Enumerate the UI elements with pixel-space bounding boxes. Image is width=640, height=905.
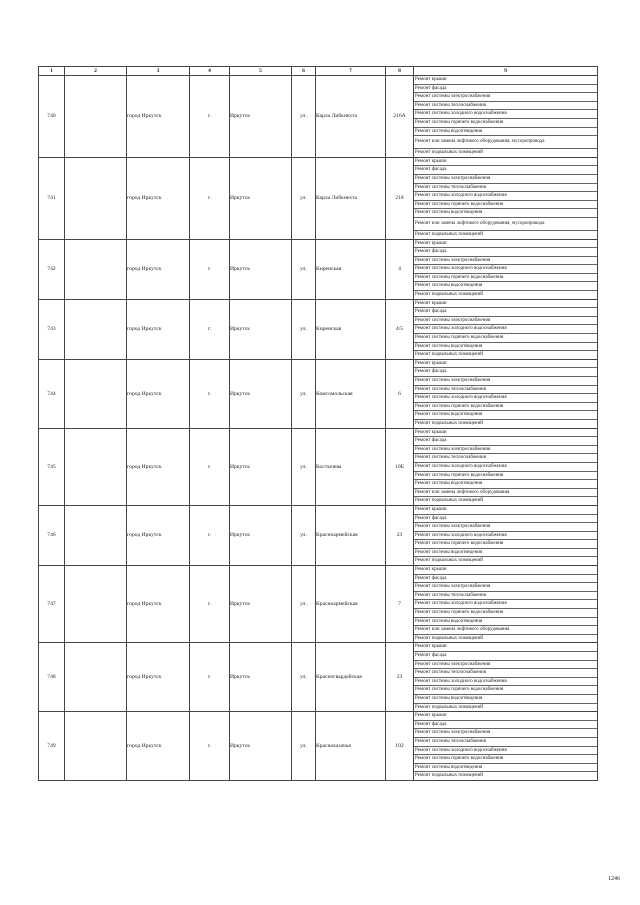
work-item: Ремонт системы горячего водоснабжения bbox=[414, 609, 597, 618]
street-type-cell: ул. bbox=[292, 239, 316, 299]
work-item: Ремонт крыши bbox=[414, 360, 597, 369]
work-item: Ремонт системы холодного водоснабжения bbox=[414, 325, 597, 334]
street-cell: Красногвардейская bbox=[316, 643, 386, 712]
work-item: Ремонт фасада bbox=[414, 437, 597, 446]
empty-cell bbox=[65, 359, 127, 428]
street-type-cell: ул. bbox=[292, 643, 316, 712]
empty-cell bbox=[65, 643, 127, 712]
row-number: 748 bbox=[39, 643, 65, 712]
row-number: 743 bbox=[39, 299, 65, 359]
city-cell: Иркутск bbox=[230, 712, 292, 781]
work-item: Ремонт фасада bbox=[414, 368, 597, 377]
row-number: 746 bbox=[39, 505, 65, 565]
street-type-cell: ул. bbox=[292, 359, 316, 428]
row-number: 745 bbox=[39, 428, 65, 505]
street-cell: Карла Либкнехта bbox=[316, 76, 386, 158]
table-row bbox=[39, 359, 598, 428]
work-item: Ремонт подвальных помещений bbox=[415, 292, 483, 298]
header-cell: 7 bbox=[316, 67, 386, 76]
works-list bbox=[414, 428, 598, 505]
row-number: 749 bbox=[39, 712, 65, 781]
work-item: Ремонт системы водоотведения bbox=[414, 411, 597, 420]
work-item: Ремонт системы водоотведения bbox=[414, 549, 597, 558]
work-item: Ремонт системы водоотведения bbox=[414, 128, 597, 137]
work-item: Ремонт системы горячего водоснабжения bbox=[414, 201, 597, 210]
work-item: Ремонт системы горячего водоснабжения bbox=[414, 755, 597, 764]
table-row bbox=[39, 299, 598, 359]
work-item: Ремонт подвальных помещений bbox=[415, 498, 483, 504]
city-cell: Иркутск bbox=[230, 505, 292, 565]
row-number: 744 bbox=[39, 359, 65, 428]
settlement-type-cell: г. bbox=[190, 712, 230, 781]
empty-cell bbox=[65, 712, 127, 781]
work-item: Ремонт системы теплоснабжения bbox=[414, 592, 597, 601]
header-cell: 9 bbox=[414, 67, 598, 76]
work-item: Ремонт системы электроснабжения bbox=[414, 175, 597, 184]
works-list bbox=[414, 157, 598, 239]
work-item: Ремонт системы горячего водоснабжения bbox=[414, 119, 597, 128]
city-cell: Иркутск bbox=[230, 239, 292, 299]
header-cell: 1 bbox=[39, 67, 65, 76]
table-row bbox=[39, 643, 598, 712]
house-cell: 23 bbox=[386, 643, 414, 712]
house-cell: 102 bbox=[386, 712, 414, 781]
header-cell: 5 bbox=[230, 67, 292, 76]
work-item: Ремонт подвальных помещений bbox=[415, 352, 483, 358]
street-type-cell: ул. bbox=[292, 299, 316, 359]
work-item: Ремонт системы водоотведения bbox=[414, 282, 597, 291]
work-item: Ремонт крыши bbox=[414, 76, 597, 85]
empty-cell bbox=[65, 157, 127, 239]
city-cell: Иркутск bbox=[230, 643, 292, 712]
works-list bbox=[414, 76, 598, 158]
header-row bbox=[39, 67, 598, 76]
street-cell: Карла Либкнехта bbox=[316, 157, 386, 239]
municipality-cell: город Иркутск bbox=[127, 239, 190, 299]
work-item: Ремонт системы электроснабжения bbox=[414, 523, 597, 532]
settlement-type-cell: г. bbox=[190, 299, 230, 359]
work-item: Ремонт системы теплоснабжения bbox=[414, 102, 597, 111]
table-row bbox=[39, 157, 598, 239]
work-item: Ремонт фасада bbox=[414, 721, 597, 730]
street-type-cell: ул. bbox=[292, 76, 316, 158]
empty-cell bbox=[65, 428, 127, 505]
settlement-type-cell: г. bbox=[190, 239, 230, 299]
work-item: Ремонт фасада bbox=[414, 652, 597, 661]
table-row bbox=[39, 505, 598, 565]
city-cell: Иркутск bbox=[230, 428, 292, 505]
row-number: 747 bbox=[39, 566, 65, 643]
city-cell: Иркутск bbox=[230, 359, 292, 428]
work-item: Ремонт подвальных помещений bbox=[415, 704, 483, 710]
work-item: Ремонт системы холодного водоснабжения bbox=[414, 747, 597, 756]
settlement-type-cell: г. bbox=[190, 428, 230, 505]
header-cell: 8 bbox=[386, 67, 414, 76]
city-cell: Иркутск bbox=[230, 299, 292, 359]
street-type-cell: ул. bbox=[292, 505, 316, 565]
work-item: Ремонт системы электроснабжения bbox=[414, 446, 597, 455]
work-item: Ремонт системы электроснабжения bbox=[414, 93, 597, 102]
settlement-type-cell: г. bbox=[190, 566, 230, 643]
header-cell: 6 bbox=[292, 67, 316, 76]
work-item: Ремонт фасада bbox=[414, 248, 597, 257]
street-cell: Красноказачья bbox=[316, 712, 386, 781]
work-item: Ремонт системы теплоснабжения bbox=[414, 184, 597, 193]
work-item: Ремонт системы горячего водоснабжения bbox=[414, 334, 597, 343]
work-item: Ремонт системы горячего водоснабжения bbox=[414, 472, 597, 481]
street-type-cell: ул. bbox=[292, 566, 316, 643]
settlement-type-cell: г. bbox=[190, 359, 230, 428]
city-cell: Иркутск bbox=[230, 566, 292, 643]
house-cell: 4 bbox=[386, 239, 414, 299]
work-item: Ремонт системы теплоснабжения bbox=[414, 386, 597, 395]
street-cell: Комсомольская bbox=[316, 359, 386, 428]
work-item: Ремонт крыши bbox=[414, 506, 597, 515]
street-type-cell: ул. bbox=[292, 712, 316, 781]
work-item: Ремонт системы водоотведения bbox=[414, 209, 597, 218]
work-item: Ремонт подвальных помещений bbox=[415, 420, 483, 426]
street-cell: Костычева bbox=[316, 428, 386, 505]
row-number: 742 bbox=[39, 239, 65, 299]
work-item: Ремонт системы горячего водоснабжения bbox=[414, 540, 597, 549]
works-list bbox=[414, 566, 598, 643]
empty-cell bbox=[65, 239, 127, 299]
street-type-cell: ул. bbox=[292, 157, 316, 239]
work-item: Ремонт фасада bbox=[414, 85, 597, 94]
work-item: Ремонт системы водоотведения bbox=[414, 695, 597, 704]
work-item: Ремонт системы холодного водоснабжения bbox=[414, 192, 597, 201]
works-list bbox=[414, 643, 598, 712]
work-item: Ремонт крыши bbox=[414, 429, 597, 438]
work-item: Ремонт системы холодного водоснабжения bbox=[414, 463, 597, 472]
work-item: Ремонт системы электроснабжения bbox=[414, 257, 597, 266]
municipality-cell: город Иркутск bbox=[127, 712, 190, 781]
work-item: Ремонт крыши bbox=[414, 300, 597, 309]
table-row bbox=[39, 428, 598, 505]
work-item: Ремонт подвальных помещений bbox=[415, 558, 483, 564]
empty-cell bbox=[65, 299, 127, 359]
work-item: Ремонт крыши bbox=[414, 240, 597, 249]
row-number: 740 bbox=[39, 76, 65, 158]
work-item: Ремонт или замена лифтового оборудования, мусоропровода bbox=[414, 218, 597, 231]
work-item: Ремонт или замена лифтового оборудования, мусоропровода bbox=[414, 136, 597, 149]
city-cell: Иркутск bbox=[230, 76, 292, 158]
municipality-cell: город Иркутск bbox=[127, 566, 190, 643]
works-list bbox=[414, 239, 598, 299]
work-item: Ремонт системы электроснабжения bbox=[414, 377, 597, 386]
empty-cell bbox=[65, 76, 127, 158]
work-item: Ремонт подвальных помещений bbox=[415, 150, 483, 156]
settlement-type-cell: г. bbox=[190, 643, 230, 712]
row-number: 741 bbox=[39, 157, 65, 239]
municipality-cell: город Иркутск bbox=[127, 643, 190, 712]
settlement-type-cell: г. bbox=[190, 505, 230, 565]
municipality-cell: город Иркутск bbox=[127, 76, 190, 158]
work-item: Ремонт крыши bbox=[414, 712, 597, 721]
municipality-cell: город Иркутск bbox=[127, 359, 190, 428]
work-item: Ремонт фасада bbox=[414, 575, 597, 584]
header-cell: 4 bbox=[190, 67, 230, 76]
works-list bbox=[414, 712, 598, 781]
house-cell: 4/5 bbox=[386, 299, 414, 359]
work-item: Ремонт системы электроснабжения bbox=[414, 583, 597, 592]
city-cell: Иркутск bbox=[230, 157, 292, 239]
table-body bbox=[39, 76, 598, 781]
table-row bbox=[39, 712, 598, 781]
work-item: Ремонт системы электроснабжения bbox=[414, 317, 597, 326]
municipality-cell: город Иркутск bbox=[127, 428, 190, 505]
work-item: Ремонт системы водоотведения bbox=[414, 764, 597, 773]
table-row bbox=[39, 239, 598, 299]
work-item: Ремонт подвальных помещений bbox=[415, 773, 483, 779]
municipality-cell: город Иркутск bbox=[127, 157, 190, 239]
house-cell: 6 bbox=[386, 359, 414, 428]
work-item: Ремонт системы горячего водоснабжения bbox=[414, 403, 597, 412]
work-item: Ремонт системы горячего водоснабжения bbox=[414, 274, 597, 283]
work-item: Ремонт системы холодного водоснабжения bbox=[414, 394, 597, 403]
work-item: Ремонт системы холодного водоснабжения bbox=[414, 532, 597, 541]
house-cell: 218 bbox=[386, 157, 414, 239]
header-cell: 3 bbox=[127, 67, 190, 76]
street-cell: Красноармейская bbox=[316, 505, 386, 565]
work-item: Ремонт системы теплоснабжения bbox=[414, 669, 597, 678]
settlement-type-cell: г. bbox=[190, 76, 230, 158]
work-item: Ремонт системы электроснабжения bbox=[414, 729, 597, 738]
settlement-type-cell: г. bbox=[190, 157, 230, 239]
house-cell: 216А bbox=[386, 76, 414, 158]
work-item: Ремонт системы теплоснабжения bbox=[414, 738, 597, 747]
street-cell: Киренская bbox=[316, 239, 386, 299]
empty-cell bbox=[65, 505, 127, 565]
municipality-cell: город Иркутск bbox=[127, 505, 190, 565]
table-row bbox=[39, 76, 598, 158]
work-item: Ремонт системы холодного водоснабжения bbox=[414, 678, 597, 687]
street-cell: Киренская bbox=[316, 299, 386, 359]
work-item: Ремонт системы холодного водоснабжения bbox=[414, 265, 597, 274]
work-item: Ремонт крыши bbox=[414, 566, 597, 575]
page-number: 1246 bbox=[608, 876, 620, 882]
house-cell: 23 bbox=[386, 505, 414, 565]
work-item: Ремонт системы водоотведения bbox=[414, 480, 597, 489]
work-item: Ремонт крыши bbox=[414, 643, 597, 652]
work-item: Ремонт или замена лифтового оборудования bbox=[414, 626, 597, 635]
work-item: Ремонт фасада bbox=[414, 515, 597, 524]
work-item: Ремонт системы холодного водоснабжения bbox=[414, 110, 597, 119]
works-list bbox=[414, 359, 598, 428]
street-cell: Красноармейская bbox=[316, 566, 386, 643]
work-item: Ремонт системы электроснабжения bbox=[414, 661, 597, 670]
municipality-cell: город Иркутск bbox=[127, 299, 190, 359]
work-item: Ремонт системы горячего водоснабжения bbox=[414, 686, 597, 695]
works-list bbox=[414, 505, 598, 565]
work-item: Ремонт подвальных помещений bbox=[415, 231, 483, 237]
work-item: Ремонт системы холодного водоснабжения bbox=[414, 600, 597, 609]
house-cell: 10Б bbox=[386, 428, 414, 505]
work-item: Ремонт системы теплоснабжения bbox=[414, 454, 597, 463]
work-item: Ремонт системы водоотведения bbox=[414, 343, 597, 352]
work-item: Ремонт фасада bbox=[414, 166, 597, 175]
work-item: Ремонт или замена лифтового оборудования bbox=[414, 489, 597, 498]
house-cell: 7 bbox=[386, 566, 414, 643]
work-item: Ремонт подвальных помещений bbox=[415, 635, 483, 641]
works-list bbox=[414, 299, 598, 359]
table-row bbox=[39, 566, 598, 643]
street-type-cell: ул. bbox=[292, 428, 316, 505]
work-item: Ремонт фасада bbox=[414, 308, 597, 317]
work-item: Ремонт крыши bbox=[414, 158, 597, 167]
work-item: Ремонт системы водоотведения bbox=[414, 618, 597, 627]
works-table bbox=[38, 66, 598, 781]
empty-cell bbox=[65, 566, 127, 643]
header-cell: 2 bbox=[65, 67, 127, 76]
